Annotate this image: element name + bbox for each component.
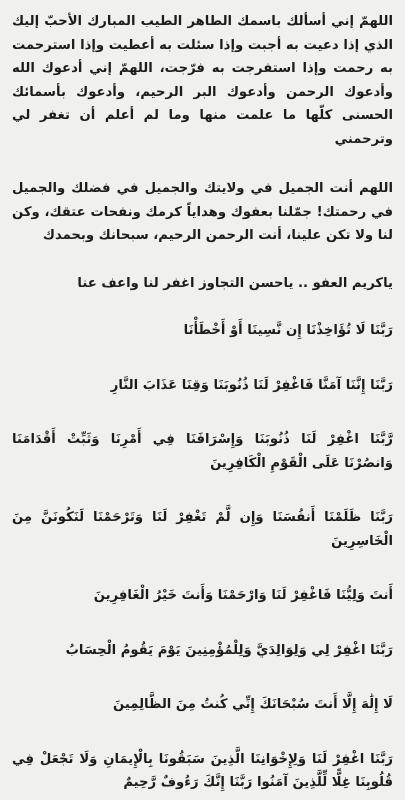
verse-7: لَا إِلَٰهَ إِلَّا أَنتَ سُبْحَانَكَ إِنِّي كُنتُ مِنَ الظَّالِمِينَ xyxy=(112,697,393,712)
verse-4: رَبَّنَا ظَلَمْنَا أَنفُسَنَا وَإِن لَّمْ تَغْفِرْ لَنَا وَتَرْحَمْنَا لَنَكُونَنَّ مِنَ الْخَاسِرِينَ xyxy=(12,510,393,549)
verse-8: رَبَّنَا اغْفِرْ لَنَا وَلِإِخْوَانِنَا الَّذِينَ سَبَقُونَا بِالْإِيمَانِ وَلَا تَجْعَلْ فِي قُلُوبِنَا غِلًّا لِّلَّذِينَ آمَنُوا رَبَّنَا إِنَّكَ رَءُوفٌ رَّحِيمٌ xyxy=(12,751,393,790)
verse-3: رَّبَّنَا اغْفِرْ لَنَا ذُنُوبَنَا وَإِسْرَافَنَا فِي أَمْرِنَا وَثَبِّتْ أَقْدَامَنَا وَانصُرْنَا عَلَى الْقَوْمِ الْكَافِرِينَ xyxy=(12,432,393,471)
verse-1: رَبَّنَا لَا تُؤَاخِذْنَا إِن نَّسِينَا أَوْ أَخْطَأْنَا xyxy=(183,323,393,338)
verse-6: رَبَّنَا اغْفِرْ لِي وَلِوَالِدَيَّ وَلِلْمُؤْمِنِينَ يَوْمَ يَقُومُ الْحِسَابُ xyxy=(65,642,393,658)
dua-paragraph-3: ياكريم العفو .. ياحسن التجاوز اغفر لنا واعف عنا xyxy=(77,275,393,291)
verse-2: رَبَّنَا إِنَّنَا آمَنَّا فَاغْفِرْ لَنَا ذُنُوبَنَا وَقِنَا عَذَابَ النَّارِ xyxy=(110,377,393,393)
dua-paragraph-1: اللهمّ إني أسألك باسمك الطاهر الطيب المبارك الأحبّ إليك الذي إذا دعيت به أجبت وإذا سئلت به أعطيت وإذا استرحمت به رحمت وإذا استفرجت به فرّجت، اللهمّ إني أدعوك الله وأدعوك الرحمن وأدعوك البر الرحيم، وأدعوك بأسمائك الحسنى كلّها ما علمت منها وما لم أعلم أن تغفر لي وترحمني xyxy=(12,14,393,147)
dua-paragraph-2: اللهم أنت الجميل في ولايتك والجميل في فضلك والجميل في رحمتك! جمّلنا بعفوك وهداياً كرمك ونفحات عتقك، وكن لنا ولا تكن علينا، أنت الرحمن الرحيم، سبحانك وبحمدك xyxy=(12,181,393,243)
verse-5: أَنتَ وَلِيُّنَا فَاغْفِرْ لَنَا وَارْحَمْنَا وَأَنتَ خَيْرُ الْغَافِرِينَ xyxy=(93,588,393,603)
